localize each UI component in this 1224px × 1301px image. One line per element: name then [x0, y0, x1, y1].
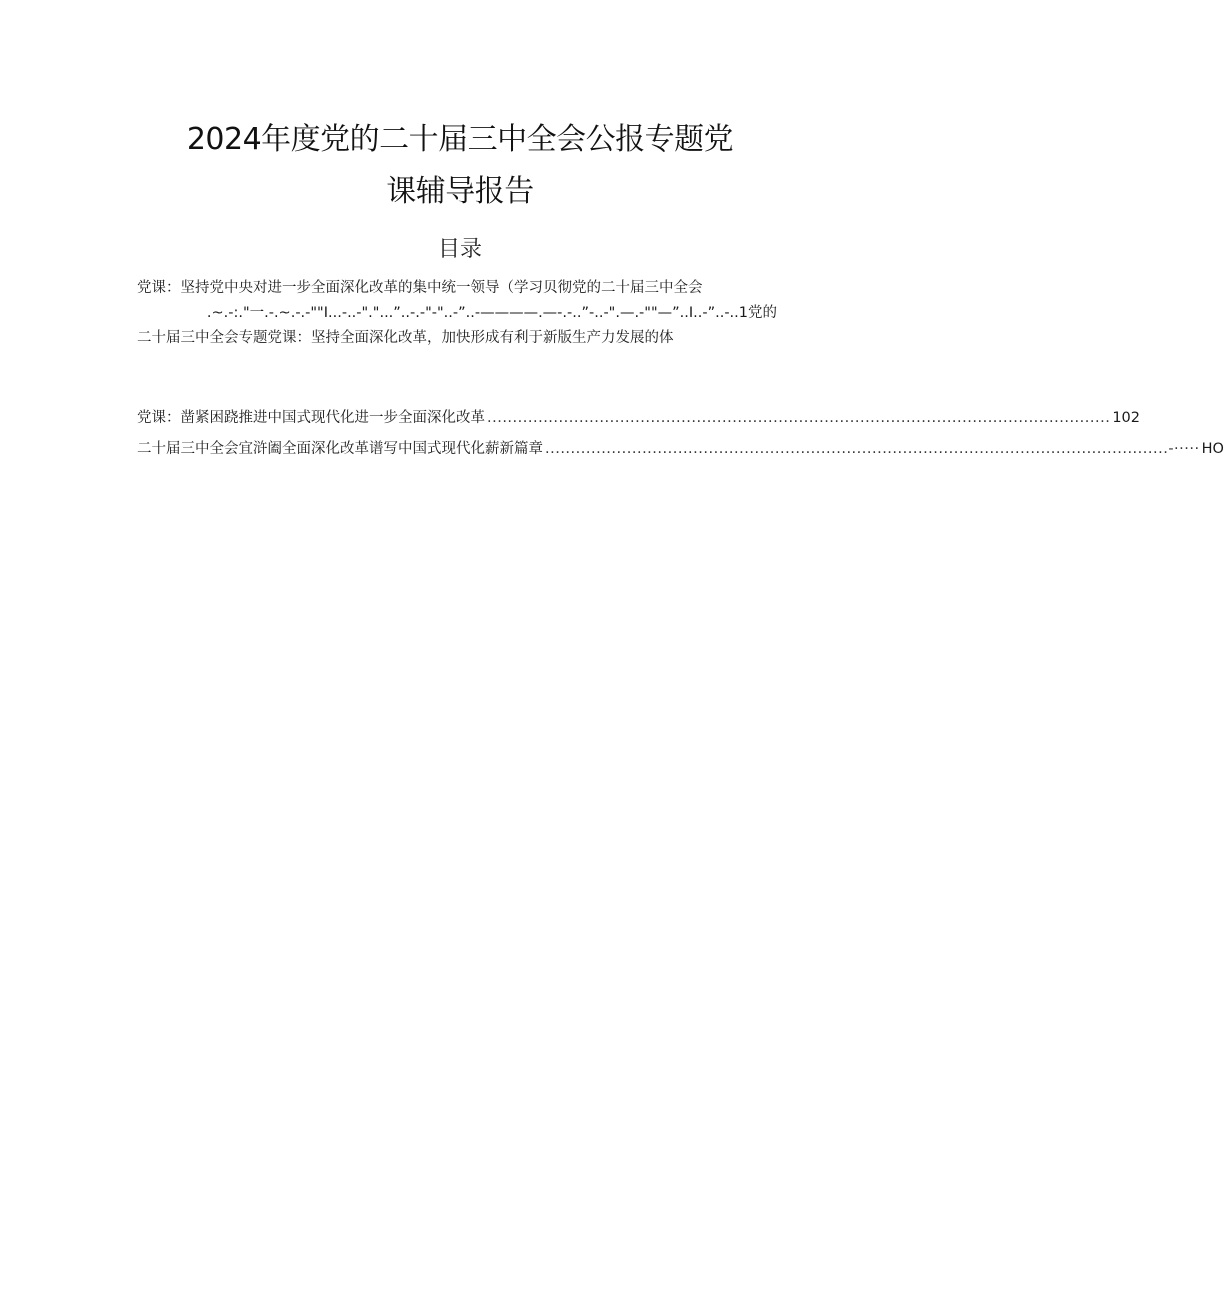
- toc-entry-4-row: [137, 439, 1224, 459]
- toc-heading: 目录: [437, 237, 482, 262]
- document-title-line-2: 课辅导报告: [386, 174, 534, 209]
- toc-entry-4[interactable]: [137, 439, 1224, 459]
- toc-entry-3-row: [137, 408, 1141, 428]
- toc-entry-3-page: 102: [1112, 410, 1141, 426]
- document-title-line-1: 2024年度党的二十届三中全会公报专题党: [186, 122, 734, 157]
- toc-entry-4-leader: ..........................................................................................................................-·····: [545, 441, 1200, 457]
- toc-entry-4-page: HO: [1201, 441, 1224, 457]
- toc-entry-3-text: 党课：凿紧困跷推进中国式现代化进一步全面深化改革: [137, 410, 485, 426]
- toc-entry-4-text: 二十届三中全会宜浒阖全面深化改革谱写中国式现代化薪新篇章: [137, 441, 543, 457]
- toc-entry-1-line-2[interactable]: .~.-:."一.-.~.-.-""I...-..-"."...”..-.-"-"..-”..-————.—-.-..”-..-".—.-""—”..I..-”..-..1党的: [206, 305, 777, 321]
- toc-entry-1-line-1[interactable]: 党课：坚持党中央对进一步全面深化改革的集中统一领导（学习贝彻党的二十届三中全会: [137, 280, 703, 296]
- toc-entry-2[interactable]: 二十届三中全会专题党课：坚持全面深化改革，加快形成有利于新版生产力发展的体: [137, 330, 674, 346]
- toc-entry-3[interactable]: [137, 408, 1141, 428]
- toc-entry-3-leader: ..........................................................................................................................: [487, 410, 1111, 426]
